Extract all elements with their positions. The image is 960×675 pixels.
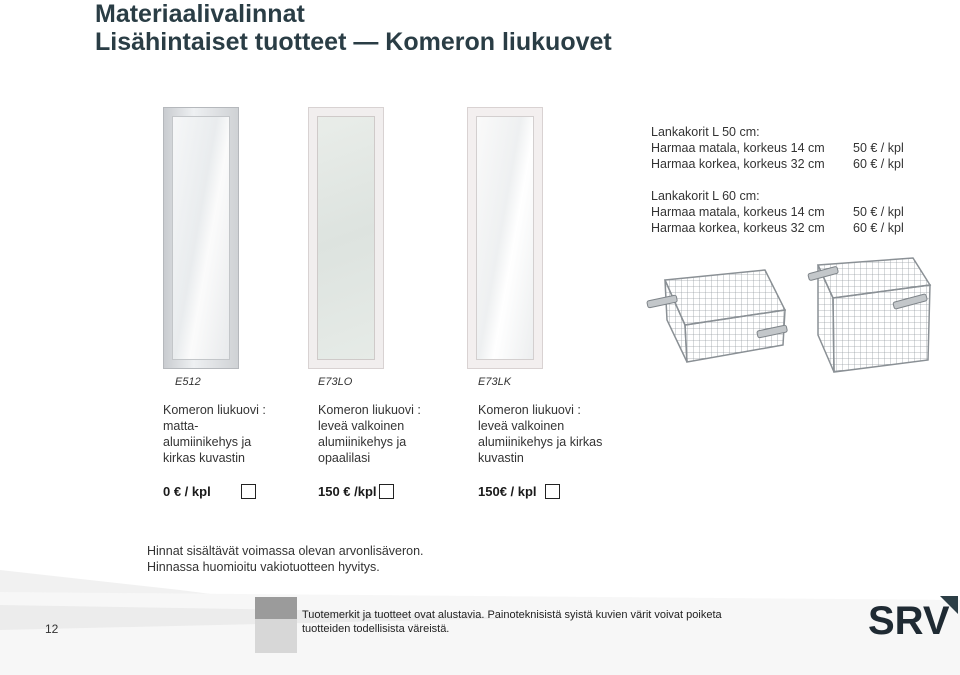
desc-line: alumiinikehys ja kirkas bbox=[478, 435, 603, 449]
srv-logo-text: SRV bbox=[868, 599, 950, 639]
basket-row-price: 50 € / kpl bbox=[853, 141, 904, 155]
door-price-e73lo bbox=[318, 484, 394, 499]
basket-group-60 bbox=[651, 188, 911, 236]
basket-row-price: 60 € / kpl bbox=[853, 157, 904, 171]
note-line: Hinnat sisältävät voimassa olevan arvonlisäveron. bbox=[147, 544, 424, 558]
door-description bbox=[478, 402, 602, 466]
title-line-2: Lisähintaiset tuotteet — Komeron liukuovet bbox=[95, 28, 612, 56]
srv-logo bbox=[868, 594, 958, 639]
basket-group-heading: Lankakorit L 50 cm: bbox=[651, 125, 760, 139]
door-price-e73lk bbox=[478, 484, 560, 499]
page-title bbox=[95, 0, 612, 56]
door-code: E73LO bbox=[318, 376, 353, 388]
desc-line: opaalilasi bbox=[318, 451, 371, 465]
basket-row-price: 50 € / kpl bbox=[853, 205, 904, 219]
mirror-pane bbox=[172, 116, 230, 360]
desc-line: kirkas kuvastin bbox=[163, 451, 245, 465]
basket-price-list bbox=[651, 124, 911, 252]
disclaimer-line: Tuotemerkit ja tuotteet ovat alustavia. Painoteknisistä syistä kuvien värit voivat poiketa bbox=[302, 609, 722, 621]
desc-line: Komeron liukuovi : bbox=[478, 403, 581, 417]
basket-row bbox=[651, 204, 911, 220]
desc-line: Komeron liukuovi : bbox=[163, 403, 266, 417]
door-e73lk-image bbox=[467, 107, 543, 369]
opal-glass-pane bbox=[317, 116, 375, 360]
door-price-e512 bbox=[163, 484, 256, 499]
basket-row bbox=[651, 140, 911, 156]
door-description bbox=[163, 402, 266, 466]
note-line: Hinnassa huomioitu vakiotuotteen hyvitys. bbox=[147, 560, 380, 574]
desc-line: alumiinikehys ja bbox=[318, 435, 407, 449]
basket-row-label: Harmaa korkea, korkeus 32 cm bbox=[651, 157, 825, 171]
desc-line: leveä valkoinen bbox=[478, 419, 565, 433]
basket-group-heading: Lankakorit L 60 cm: bbox=[651, 189, 760, 203]
desc-line: kuvastin bbox=[478, 451, 524, 465]
select-checkbox[interactable] bbox=[241, 484, 256, 499]
footer-gray-block bbox=[255, 597, 297, 619]
door-e73lo-image bbox=[308, 107, 384, 369]
basket-row bbox=[651, 220, 911, 236]
price-label: 0 € / kpl bbox=[163, 484, 211, 499]
basket-row bbox=[651, 156, 911, 172]
footer-light-block bbox=[255, 619, 297, 653]
door-description bbox=[318, 402, 421, 466]
basket-row-price: 60 € / kpl bbox=[853, 221, 904, 235]
door-code: E512 bbox=[175, 376, 201, 388]
desc-line: leveä valkoinen bbox=[318, 419, 405, 433]
wire-basket-high-image bbox=[788, 250, 933, 375]
basket-row-label: Harmaa matala, korkeus 14 cm bbox=[651, 205, 825, 219]
select-checkbox[interactable] bbox=[545, 484, 560, 499]
price-label: 150 € /kpl bbox=[318, 484, 377, 499]
disclaimer-line: tuotteiden todellisista väreistä. bbox=[302, 623, 450, 635]
basket-row-label: Harmaa korkea, korkeus 32 cm bbox=[651, 221, 825, 235]
disclaimer bbox=[302, 608, 722, 636]
desc-line: Komeron liukuovi : bbox=[318, 403, 421, 417]
title-line-1: Materiaalivalinnat bbox=[95, 0, 305, 28]
door-e512-image bbox=[163, 107, 239, 369]
price-label: 150€ / kpl bbox=[478, 484, 537, 499]
basket-row-label: Harmaa matala, korkeus 14 cm bbox=[651, 141, 825, 155]
desc-line: alumiinikehys ja bbox=[163, 435, 252, 449]
door-code: E73LK bbox=[478, 376, 512, 388]
mirror-pane bbox=[476, 116, 534, 360]
wire-basket-low-image bbox=[645, 250, 790, 375]
page-number: 12 bbox=[45, 622, 59, 636]
select-checkbox[interactable] bbox=[379, 484, 394, 499]
basket-group-50 bbox=[651, 124, 911, 172]
desc-line: matta- bbox=[163, 419, 199, 433]
